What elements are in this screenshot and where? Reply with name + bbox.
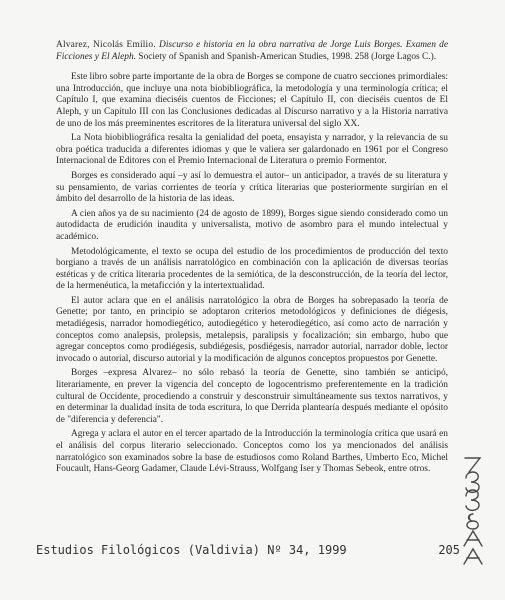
review-publication-info: Society of Spanish and Spanish-American Studies, 1998. 258 (Jorge Lagos C.). bbox=[136, 51, 437, 62]
review-paragraph-6: El autor aclara que en el análisis narratológico la obra de Borges ha sobrepasado la teoría de Genette; por tanto, en principio se adoptaron criterios metodológicos y definiciones de diégesis, metadiégesis, narrador homodiegético, autodiegético y heterodiegético, así como acto de narración y conceptos como analepsis, prolepsis, metalepsis, paralipsis y focalización; sin embargo, hubo que agregar conceptos como prodiégesis, subdiégesis, posdiégesis, narrador autorial, narrador doble, lector invocado o autorial, discurso autorial y la modificación de algunos conceptos propuestos por Genette. bbox=[56, 295, 448, 364]
review-paragraph-2: La Nota biobibliográfica resalta la genialidad del poeta, ensayista y narrador, y la relevancia de su obra poética traducida a diferentes idiomas y que le valiera ser galardonado en 1961 por el Congreso Internacional de Editores con el Premio Internacional de Literatura o premio Formentor. bbox=[56, 133, 448, 167]
page-footer bbox=[36, 543, 460, 557]
handwritten-annotation bbox=[458, 452, 488, 572]
review-paragraph-8: Agrega y aclara el autor en el tercer apartado de la Introducción la terminología crítica que usará en el análisis del corpus literario seleccionado. Conceptos como los ya mencionados del análisis narratológico son examinados sobre la base de estudiosos como Roland Barthes, Umberto Eco, Michel Foucault, Hans-Georg Gadamer, Claude Lévi-Strauss, Wolfgang Iser y Thomas Sebeok, entre otros. bbox=[56, 429, 448, 475]
book-review bbox=[56, 40, 448, 476]
review-author: Alvarez, Nicolás Emilio. bbox=[56, 40, 156, 50]
review-heading bbox=[56, 40, 448, 63]
review-paragraph-7: Borges –expresa Alvarez– no sólo rebasó la teoría de Genette, sino también se anticipó, literariamente, en prever la vigencia del concepto de logocentrismo preferentemente en la tradición cultural de Occidente, procediendo a construir y desconstruir simultáneamente sus textos narrativos, y en determinar la dualidad ínsita de toda escritura, lo que Derrida plantearía después mediante el opósito de "diferencia y deferencia". bbox=[56, 368, 448, 425]
page-number: 205 bbox=[438, 543, 460, 557]
review-title: Discurso e historia en la obra narrativa de Jorge Luis Borges. Examen de Ficciones y El Aleph. bbox=[56, 40, 448, 62]
review-paragraph-4: A cien años ya de su nacimiento (24 de agosto de 1899), Borges sigue siendo considerado como un autodidacta de erudición inaudita y universalista, motivo de asombro para el mundo intelectual y académico. bbox=[56, 208, 448, 242]
review-paragraph-5: Metodológicamente, el texto se ocupa del estudio de los procedimientos de producción del texto borgiano a través de un análisis narratológico en combinación con la aplicación de diversas teorías estéticas y de crítica literaria procedentes de la semiótica, de la desconstrucción, de la teoría del lector, de la hermenéutica, la metaficción y la intertextualidad. bbox=[56, 246, 448, 292]
review-paragraph-3: Borges es considerado aquí –y así lo demuestra el autor– un anticipador, a través de su literatura y su pensamiento, de varias corrientes de teoría y crítica literarias que posteriormente surgirían en el ámbito del desarrollo de la historia de las ideas. bbox=[56, 170, 448, 205]
journal-citation: Estudios Filológicos (Valdivia) Nº 34, 1999 bbox=[36, 543, 347, 557]
review-paragraph-1: Este libro sobre parte importante de la obra de Borges se compone de cuatro secciones primordiales: una Introducción, que incluye una nota biobibliográfica, la metodología y una terminología crítica; el Capítulo I, que examina dieciséis cuentos de Ficciones; el Capítulo II, con dieciséis cuentos de El Aleph, y un Capítulo III con las Conclusiones dedicadas al Discurso narrativo y a la Historia narrativa de uno de los más preeminentes escritores de la literatura universal del siglo XX. bbox=[56, 72, 448, 129]
